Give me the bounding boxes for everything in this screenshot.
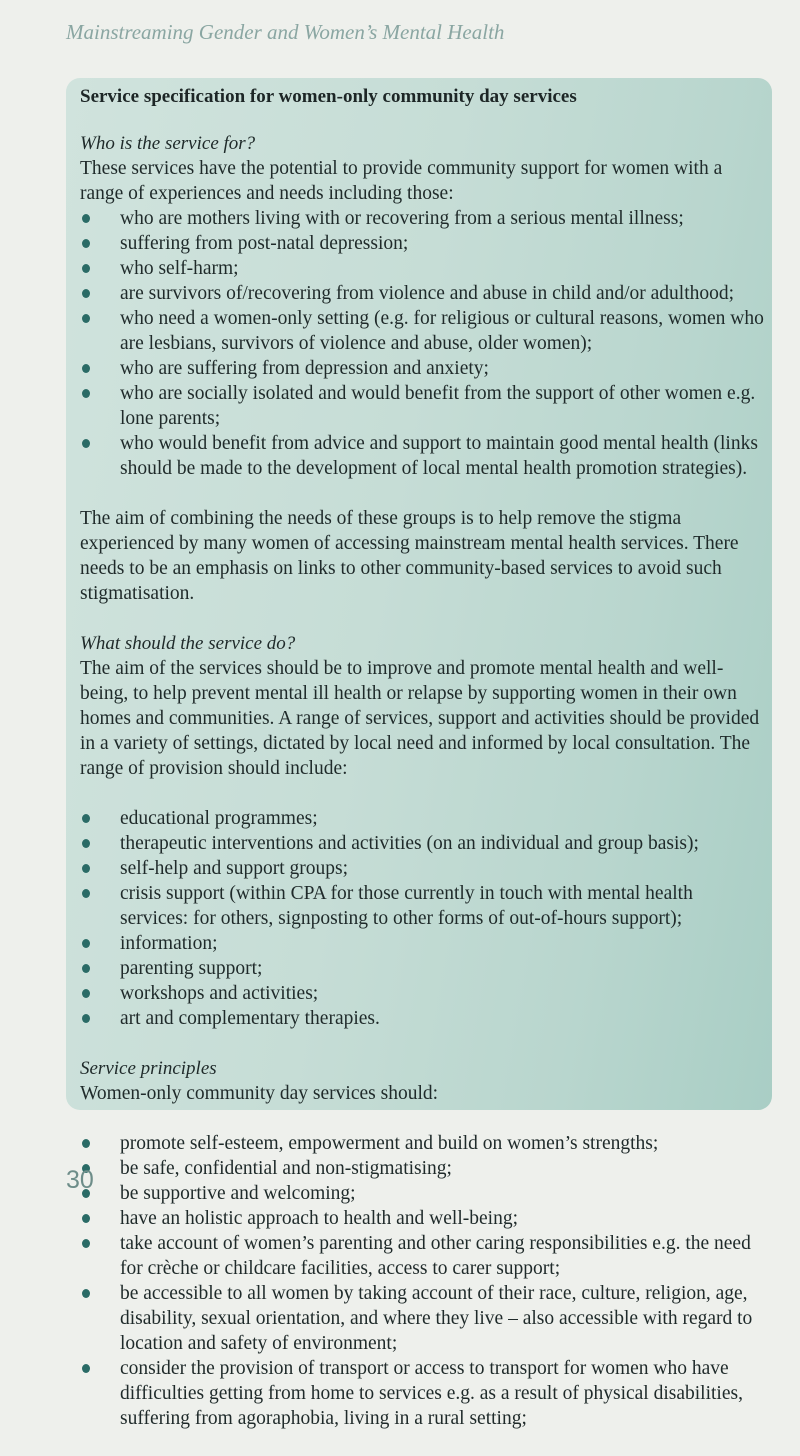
list-item-text: who need a women-only setting (e.g. for religious or cultural reasons, women who are lesbians, survivors of violence and abuse, older women);	[120, 308, 764, 354]
list-item	[80, 881, 764, 931]
list-item	[80, 256, 764, 281]
list-item-text: have an holistic approach to health and well-being;	[120, 1208, 518, 1229]
list-item-text: suffering from post-natal depression;	[120, 233, 409, 254]
list-item-text: therapeutic interventions and activities (on an individual and group basis);	[120, 833, 699, 854]
bullet-icon	[82, 389, 90, 398]
bullet-icon	[82, 1364, 90, 1373]
bullet-icon	[82, 314, 90, 323]
list-item-text: art and complementary therapies.	[120, 1008, 380, 1029]
list-item-text: consider the provision of transport or access to transport for women who have difficulties getting from home to services e.g. as a result of physical disabilities, suffering from agoraphobia, living in a rural setting;	[120, 1358, 743, 1429]
principles-intro: Women-only community day services should:	[80, 1083, 439, 1104]
bullet-icon	[82, 989, 90, 998]
list-item	[80, 1231, 764, 1281]
list-item-text: who self-harm;	[120, 258, 239, 279]
bullet-icon	[82, 364, 90, 373]
bullet-icon	[82, 289, 90, 298]
list-item-text: workshops and activities;	[120, 983, 319, 1004]
panel-title: Service specification for women-only community day services	[80, 86, 577, 107]
list-item-text: be supportive and welcoming;	[120, 1183, 356, 1204]
bullet-icon	[82, 239, 90, 248]
bullet-icon	[82, 214, 90, 223]
list-item-text: parenting support;	[120, 958, 263, 979]
list-item-text: crisis support (within CPA for those currently in touch with mental health services: for others, signposting to other forms of out-of-hours support);	[120, 883, 693, 929]
list-item	[80, 956, 764, 981]
list-item	[80, 381, 764, 431]
bullet-icon	[82, 1239, 90, 1248]
list-item-text: who are mothers living with or recovering from a serious mental illness;	[120, 208, 684, 229]
list-item	[80, 831, 764, 856]
list-item-text: are survivors of/recovering from violence and abuse in child and/or adulthood;	[120, 283, 735, 304]
list-item	[80, 1281, 764, 1356]
list-item	[80, 931, 764, 956]
list-item-text: educational programmes;	[120, 808, 318, 829]
list-item	[80, 231, 764, 256]
principles-heading: Service principles	[80, 1058, 217, 1079]
provision-list	[80, 806, 764, 1031]
bullet-icon	[82, 839, 90, 848]
bullet-icon	[82, 439, 90, 448]
bullet-icon	[82, 1214, 90, 1223]
list-item	[80, 806, 764, 831]
list-item	[80, 981, 764, 1006]
list-item-text: who are socially isolated and would benefit from the support of other women e.g. lone parents;	[120, 383, 756, 429]
list-item	[80, 1006, 764, 1031]
bullet-icon	[82, 889, 90, 898]
list-item-text: who are suffering from depression and anxiety;	[120, 358, 489, 379]
list-item	[80, 431, 764, 481]
list-item	[80, 856, 764, 881]
list-item-text: be safe, confidential and non-stigmatising;	[120, 1158, 452, 1179]
aim-paragraph: The aim of combining the needs of these groups is to help remove the stigma experienced by many women of accessing mainstream mental health services. There needs to be an emphasis on links to other community-based services to avoid such stigmatisation.	[80, 508, 739, 604]
list-item	[80, 206, 764, 231]
list-item	[80, 281, 764, 306]
who-heading: Who is the service for?	[80, 133, 256, 154]
principles-list	[80, 1131, 764, 1431]
running-head: Mainstreaming Gender and Women’s Mental Health	[66, 20, 505, 44]
who-intro: These services have the potential to provide community support for women with a range of experiences and needs including those:	[80, 158, 723, 204]
bullet-icon	[82, 1289, 90, 1298]
list-item	[80, 356, 764, 381]
list-item	[80, 306, 764, 356]
bullet-icon	[82, 1014, 90, 1023]
panel-content	[80, 86, 764, 1456]
list-item-text: information;	[120, 933, 218, 954]
list-item-text: self-help and support groups;	[120, 858, 349, 879]
bullet-icon	[82, 264, 90, 273]
list-item	[80, 1131, 764, 1156]
bullet-icon	[82, 964, 90, 973]
list-item	[80, 1181, 764, 1206]
list-item-text: take account of women’s parenting and other caring responsibilities e.g. the need for crèche or childcare facilities, access to carer support;	[120, 1233, 751, 1279]
list-item	[80, 1156, 764, 1181]
list-item-text: be accessible to all women by taking account of their race, culture, religion, age, disability, sexual orientation, and where they live – also accessible with regard to location and safety of environment;	[120, 1283, 753, 1354]
bullet-icon	[82, 939, 90, 948]
who-list	[80, 206, 764, 481]
list-item-text: promote self-esteem, empowerment and build on women’s strengths;	[120, 1133, 659, 1154]
what-intro: The aim of the services should be to improve and promote mental health and well-being, to help prevent mental ill health or relapse by supporting women in their own homes and communities. A range of services, support and activities should be provided in a variety of settings, dictated by local need and informed by local consultation. The range of provision should include:	[80, 658, 760, 779]
bullet-icon	[82, 814, 90, 823]
what-heading: What should the service do?	[80, 633, 296, 654]
bullet-icon	[82, 864, 90, 873]
list-item-text: who would benefit from advice and support to maintain good mental health (links should be made to the development of local mental health promotion strategies).	[120, 433, 758, 479]
bullet-icon	[82, 1139, 90, 1148]
list-item	[80, 1206, 764, 1231]
list-item	[80, 1356, 764, 1431]
page-number: 30	[66, 1166, 94, 1194]
